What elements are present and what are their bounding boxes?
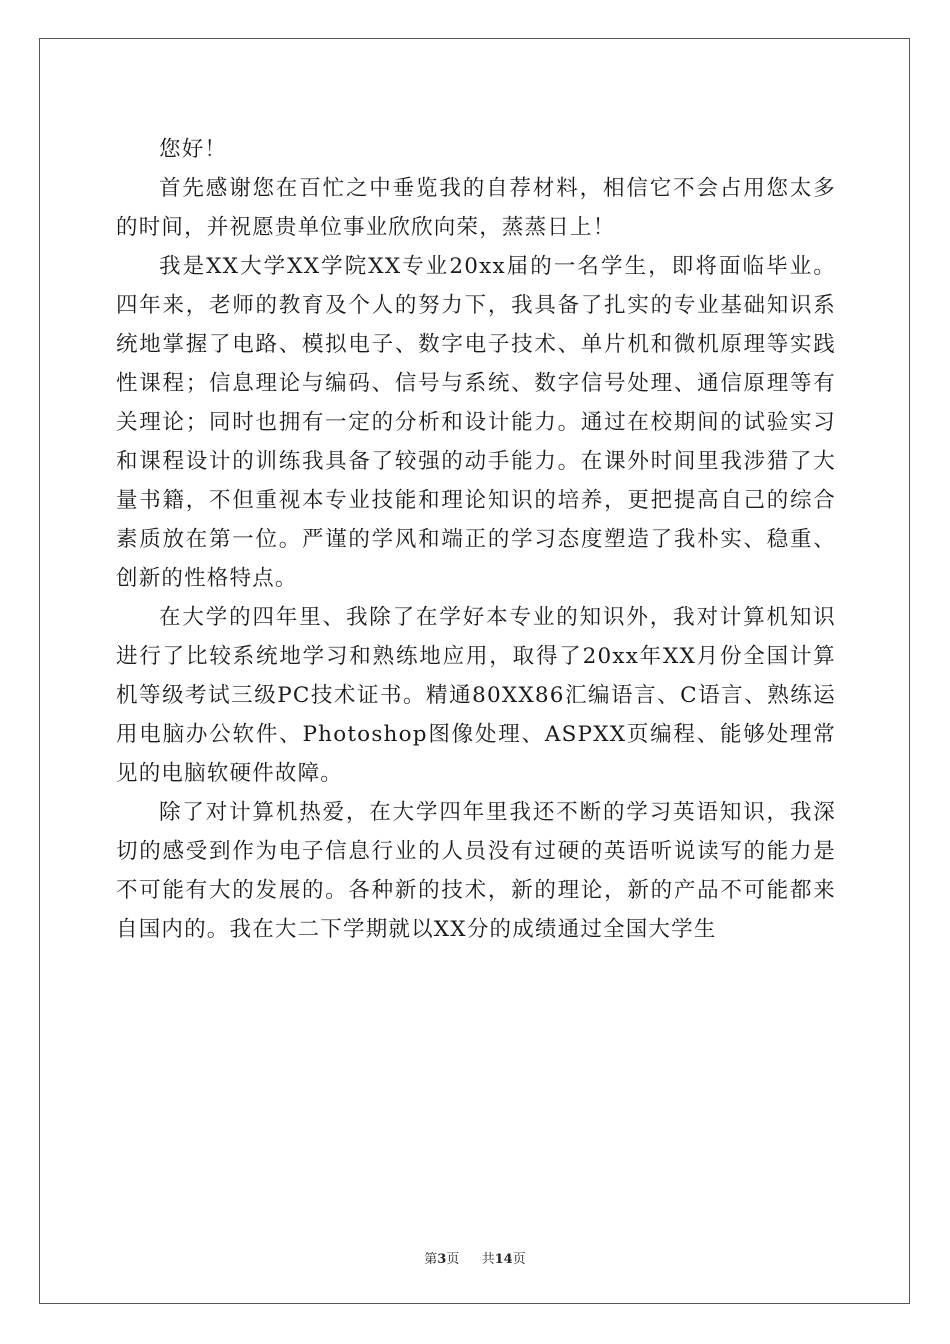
paragraph-thanks: 首先感谢您在百忙之中垂览我的自荐材料，相信它不会占用您太多的时间，并祝愿贵单位事业欣欣向荣，蒸蒸日上！: [116, 176, 836, 240]
letter-body: [116, 130, 836, 949]
paragraph-computer-skills: 在大学的四年里、我除了在学好本专业的知识外，我对计算机知识进行了比较系统地学习和熟练地应用，取得了20xx年XX月份全国计算机等级考试三级PC技术证书。精通80XX86汇编语言、C语言、熟练运用电脑办公软件、Photoshop图像处理、ASPXX页编程、能够处理常见的电脑软硬件故障。: [116, 605, 836, 786]
page-prefix: 第: [424, 1252, 438, 1267]
total-suffix: 页: [512, 1252, 526, 1267]
greeting: 您好！: [159, 137, 228, 162]
total-prefix: 共: [481, 1252, 495, 1267]
current-page-number: 3: [437, 1252, 447, 1267]
page-suffix: 页: [446, 1252, 460, 1267]
paragraph-english-skills: 除了对计算机热爱，在大学四年里我还不断的学习英语知识，我深切的感受到作为电子信息行业的人员没有过硬的英语听说读写的能力是不可能有大的发展的。各种新的技术，新的理论，新的产品不可能都来自国内的。我在大二下学期就以XX分的成绩通过全国大学生: [116, 800, 836, 942]
page-footer: [0, 1248, 950, 1267]
total-pages-number: 14: [494, 1252, 513, 1267]
paragraph-education: 我是XX大学XX学院XX专业20xx届的一名学生，即将面临毕业。四年来，老师的教育及个人的努力下，我具备了扎实的专业基础知识系统地掌握了电路、模拟电子、数字电子技术、单片机和微机原理等实践性课程；信息理论与编码、信号与系统、数字信号处理、通信原理等有关理论；同时也拥有一定的分析和设计能力。通过在校期间的试验实习和课程设计的训练我具备了较强的动手能力。在课外时间里我涉猎了大量书籍，不但重视本专业技能和理论知识的培养，更把提高自己的综合素质放在第一位。严谨的学风和端正的学习态度塑造了我朴实、稳重、创新的性格特点。: [116, 254, 836, 591]
